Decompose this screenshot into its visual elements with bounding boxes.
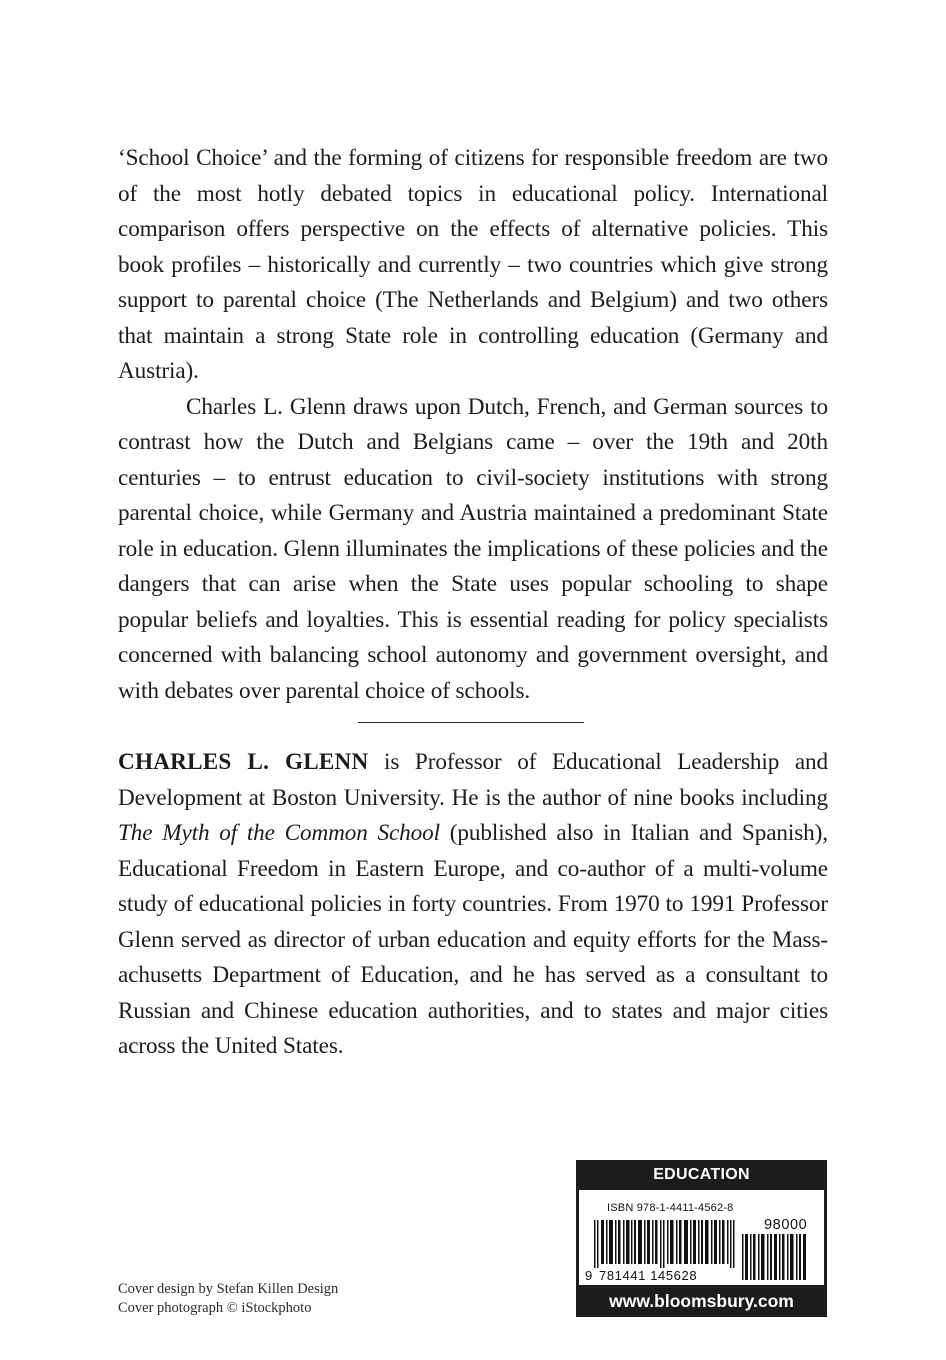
barcode-digits: 781441 145628 — [599, 1268, 698, 1283]
cover-design-credit: Cover design by Stefan Killen Design — [118, 1281, 339, 1297]
author-name: CHARLES L. GLENN — [118, 749, 369, 775]
description-paragraph-1: ‘School Choice’ and the forming of citizens for responsible freedom are two of the most hotly debated topics in educational policy. International comparison offers perspective on the effects of alternative policies. This book profiles – historically and currently – two countries which give strong support to parental choice (The Netherlands and Belgium) and two others that maintain a strong State role in controlling education (Germany and Austria). — [118, 145, 828, 384]
author-bio — [118, 745, 828, 1065]
section-divider — [358, 722, 584, 723]
barcode-lead-digit: 9 — [585, 1268, 593, 1283]
author-bio-text-2: (published also in Italian and Spanish), Educational Freedom in Eastern Europe, and co-author of a multi-volume study of educational policies in forty countries. From 1970 to 1991 Professor Glenn served as director of urban education and equity efforts for the Mass-achusetts Department of Education, and he has served as a consultant to Russian and Chinese education authorities, and to states and major cities across the United States. — [118, 820, 828, 1059]
cover-credits — [118, 1280, 418, 1318]
price-addon-bars — [742, 1234, 808, 1280]
barcode-area — [579, 1190, 824, 1285]
author-bio-text-1: is Professor of Educational Leadership and Development at Boston University. He is the author of nine books including — [118, 749, 829, 811]
description-paragraph-2: Charles L. Glenn draws upon Dutch, French, and German sources to contrast how the Dutch and Belgians came – over the 19th and 20th centuries – to entrust education to civil-society institutions with strong parental choice, while Germany and Austria maintained a predominant State role in education. Glenn illuminates the implications of these policies and the dangers that can arise when the State uses popular schooling to shape popular beliefs and loyalties. This is essential reading for policy specialists concerned with balancing school autonomy and government oversight, and with debates over parental choice of schools. — [118, 393, 828, 704]
barcode-panel — [576, 1160, 827, 1317]
book-description — [118, 141, 828, 709]
category-label: EDUCATION — [653, 1166, 750, 1183]
price-code: 98000 — [764, 1217, 808, 1233]
cover-photo-credit: Cover photograph © iStockphoto — [118, 1300, 312, 1316]
ean-barcode-bars — [594, 1220, 737, 1268]
publisher-url: www.bloomsbury.com — [609, 1291, 794, 1311]
isbn-text: ISBN 978-1-4411-4562-8 — [607, 1202, 734, 1214]
book-title: The Myth of the Common School — [118, 820, 441, 846]
